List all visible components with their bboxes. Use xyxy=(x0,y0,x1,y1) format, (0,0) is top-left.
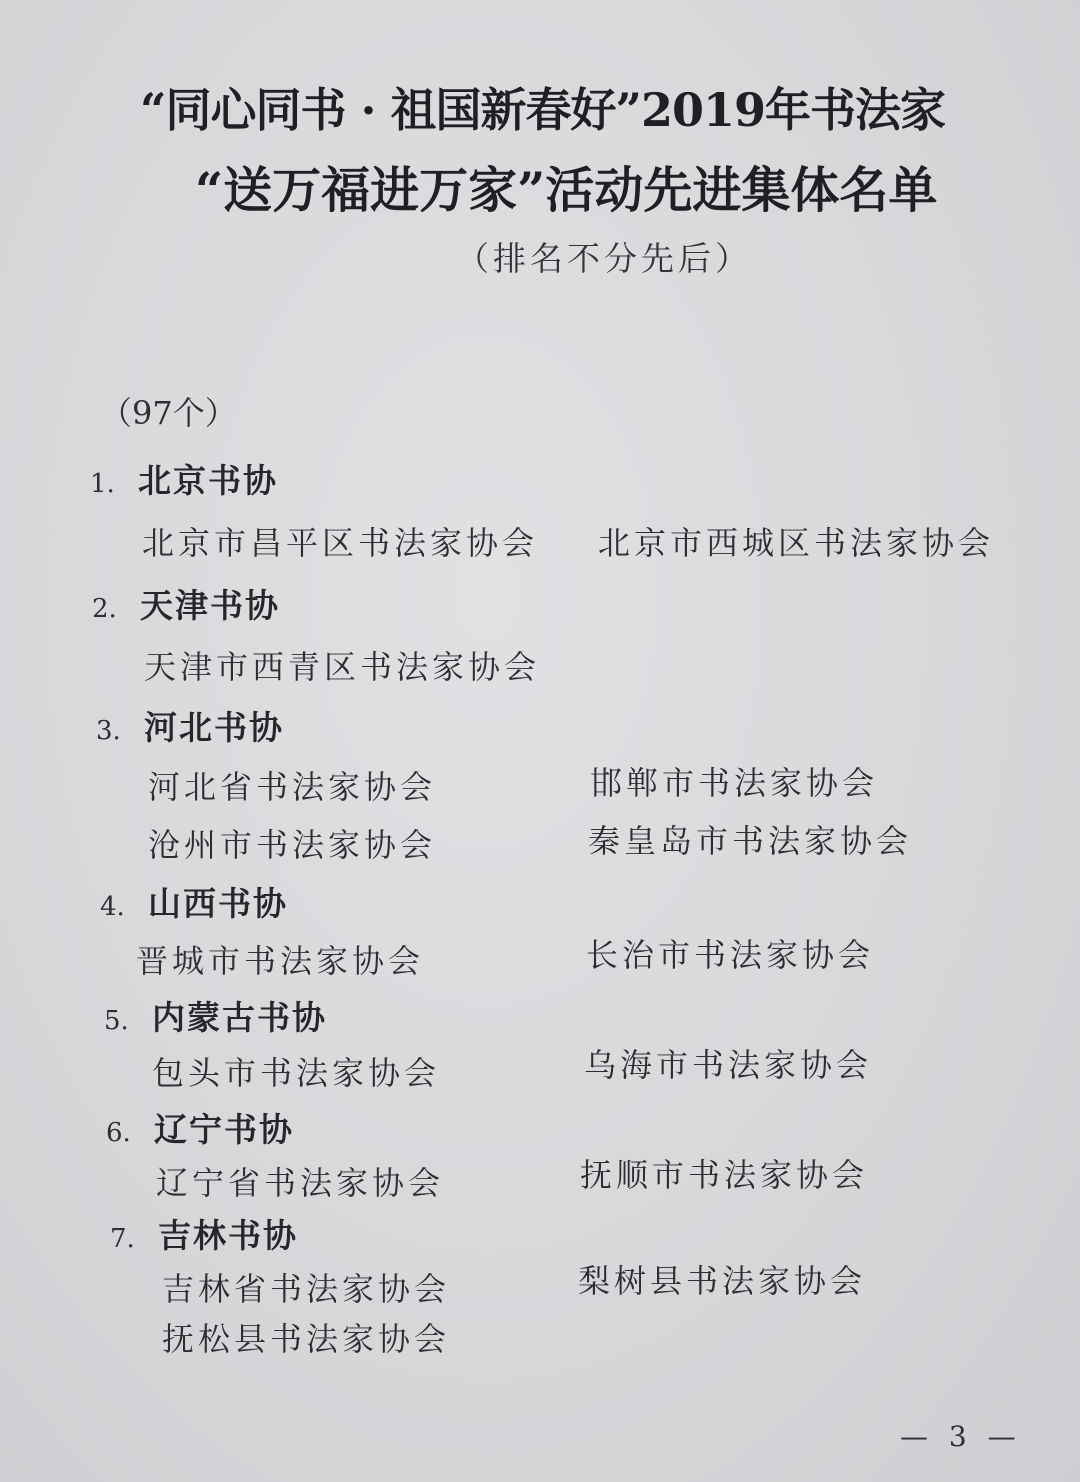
member-item: 邯郸市书法家协会 xyxy=(590,764,879,802)
total-count: （97个） xyxy=(100,394,237,432)
section-number: 6. xyxy=(106,1118,131,1148)
section-number: 1. xyxy=(90,469,115,499)
section-name: 内蒙古书协 xyxy=(152,998,327,1037)
page-number: — 3 — xyxy=(900,1420,1022,1453)
section-name: 北京书协 xyxy=(138,461,278,500)
section-name: 河北书协 xyxy=(144,708,284,747)
section-heading xyxy=(106,1104,294,1151)
section-number: 7. xyxy=(110,1224,135,1254)
member-item: 辽宁省书法家协会 xyxy=(156,1164,445,1202)
member-item: 沧州市书法家协会 xyxy=(148,826,437,864)
section-name: 吉林书协 xyxy=(158,1216,298,1255)
section-heading xyxy=(96,702,284,749)
section-name: 山西书协 xyxy=(148,884,288,923)
member-item: 天津市西青区书法家协会 xyxy=(144,648,541,686)
section-heading xyxy=(90,455,278,502)
title-line-2: “送万福进万家”活动先进集体名单 xyxy=(195,161,938,219)
section-number: 2. xyxy=(92,594,117,624)
section-heading xyxy=(104,992,327,1039)
section-heading xyxy=(92,580,280,627)
member-item: 晋城市书法家协会 xyxy=(136,942,425,980)
member-item: 北京市西城区书法家协会 xyxy=(598,524,995,562)
member-item: 吉林省书法家协会 xyxy=(162,1270,451,1308)
section-name: 天津书协 xyxy=(140,586,280,625)
section-heading xyxy=(110,1210,298,1257)
title-line-1: “同心同书 · 祖国新春好”2019年书法家 xyxy=(140,83,945,137)
section-number: 5. xyxy=(104,1006,129,1036)
member-item: 梨树县书法家协会 xyxy=(578,1262,867,1300)
member-item: 河北省书法家协会 xyxy=(148,768,437,806)
section-number: 4. xyxy=(100,892,125,922)
member-item: 包头市书法家协会 xyxy=(152,1054,441,1092)
section-number: 3. xyxy=(96,716,121,746)
section-heading xyxy=(100,878,288,925)
member-item: 抚松县书法家协会 xyxy=(162,1320,451,1358)
ranking-note: （排名不分先后） xyxy=(456,239,752,278)
section-name: 辽宁书协 xyxy=(154,1110,294,1149)
member-item: 秦皇岛市书法家协会 xyxy=(588,822,913,860)
member-item: 北京市昌平区书法家协会 xyxy=(142,524,539,562)
member-item: 长治市书法家协会 xyxy=(586,936,875,974)
member-item: 乌海市书法家协会 xyxy=(584,1046,873,1084)
member-item: 抚顺市书法家协会 xyxy=(580,1156,869,1194)
